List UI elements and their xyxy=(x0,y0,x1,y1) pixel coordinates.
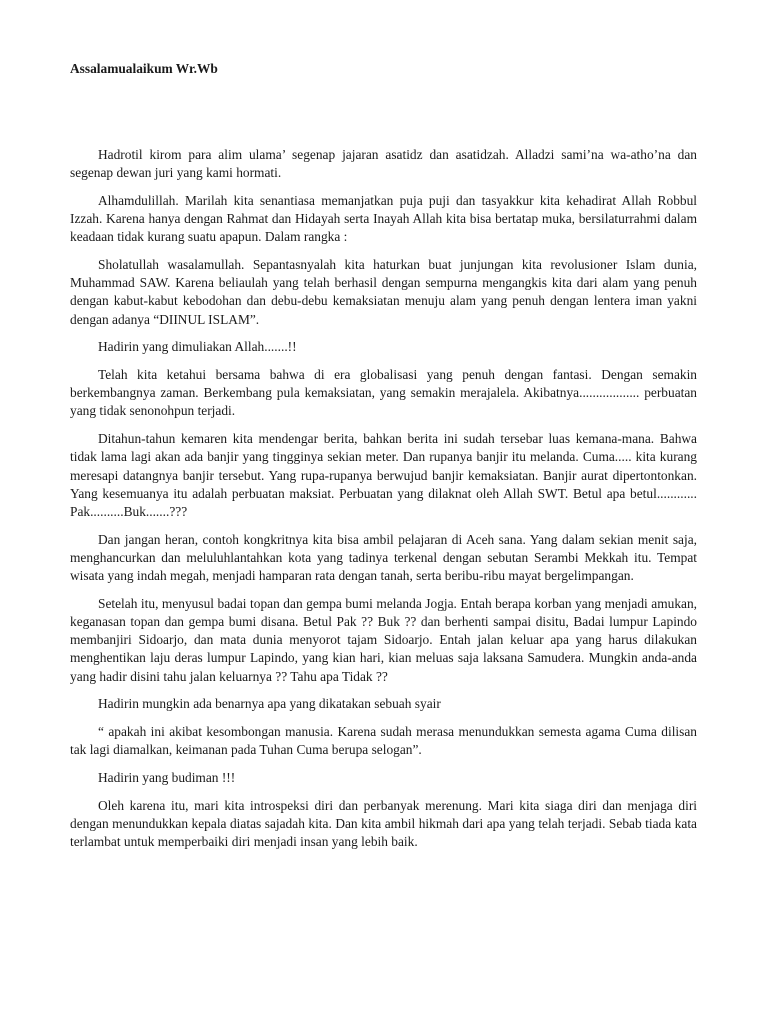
document-content xyxy=(70,60,697,861)
paragraph-jogja-lapindo: Setelah itu, menyusul badai topan dan gempa bumi melanda Jogja. Entah berapa korban yang menjadi amukan, keganasan topan dan gempa bumi disana. Betul Pak ?? Buk ?? dan berhenti sampai disitu, Badai lumpur Lapindo membanjiri Sidoarjo, dan mata dunia menyorot tajam Sidoarjo. Entah jalan keluar apa yang harus dilakukan menghentikan laju deras lumpur Lapindo, yang kian hari, kian meluas saja laksana Samudera. Mungkin anda-anda yang hadir disini tahu jalan keluarnya ?? Tahu apa Tidak ?? xyxy=(70,595,697,684)
paragraph-sholawat: Sholatullah wasalamullah. Sepantasnyalah kita haturkan buat junjungan kita revolusioner Islam dunia, Muhammad SAW. Karena beliaulah yang telah berhasil dengan sempurna mengangkis kita dari alam yang penuh dengan kabut-kabut kebodohan dan debu-debu kemaksiatan menuju alam yang penuh dengan lentera iman yakni dengan adanya “DIINUL ISLAM”. xyxy=(70,257,697,327)
paragraph-hamdalah: Alhamdulillah. Marilah kita senantiasa memanjatkan puja puji dan tasyakkur kita kehadirat Allah Robbul Izzah. Karena hanya dengan Rahmat dan Hidayah serta Inayah Allah kita bisa bertatap muka, bersilaturrahmi dalam keadaan tidak kurang suatu apapun. Dalam rangka : xyxy=(70,192,697,245)
greeting-heading: Assalamualaikum Wr.Wb xyxy=(70,61,218,76)
paragraph-flood-news: Ditahun-tahun kemaren kita mendengar berita, bahkan berita ini sudah tersebar luas kemana-mana. Bahwa tidak lama lagi akan ada banjir yang tingginya sekian meter. Dan rupanya banjir itu melanda. Cuma..... kita kurang meresapi datangnya banjir tersebut. Yang rupa-rupanya berwujud banjir kemaksiatan. Banjir aurat dipertontonkan. Yang kesemuanya itu adalah perbuatan maksiat. Perbuatan yang dilaknat oleh Allah SWT. Betul apa betul............ Pak..........Buk.......??? xyxy=(70,431,697,519)
paragraph-globalization: Telah kita ketahui bersama bahwa di era globalisasi yang penuh dengan fantasi. Dengan semakin berkembangnya zaman. Berkembang pula kemaksiatan, yang semakin merajalela. Akibatnya.................. perbuatan yang tidak senonohpun terjadi. xyxy=(70,367,697,419)
paragraph-poem-quote: “ apakah ini akibat kesombongan manusia. Karena sudah merasa menundukkan semesta agama Cuma dilisan tak lagi diamalkan, keimanan pada Tuhan Cuma berupa selogan”. xyxy=(70,723,697,758)
paragraph-closing-reflection: Oleh karena itu, mari kita introspeksi diri dan perbanyak merenung. Mari kita siaga diri dan menjaga diri dengan menundukkan kepala diatas sajadah kita. Dan kita ambil hikmah dari apa yang telah terjadi. Sebab tiada kata terlambat untuk memperbaiki diri menjadi insan yang lebih baik. xyxy=(70,797,697,849)
paragraph-address-audience: Hadirin yang dimuliakan Allah.......!! xyxy=(98,339,297,355)
speech-body xyxy=(70,146,697,851)
paragraph-address-budiman: Hadirin yang budiman !!! xyxy=(98,769,236,785)
paragraph-aceh: Dan jangan heran, contoh kongkritnya kita bisa ambil pelajaran di Aceh sana. Yang dalam sekian menit saja, menghancurkan dan meluluhlantahkan kota yang tadinya terkenal dengan sebutan Serambi Mekkah itu. Tempat wisata yang indah megah, menjadi hamparan rata dengan tanah, serta beribu-ribu mayat bergelimpangan. xyxy=(70,531,697,584)
paragraph-poem-intro: Hadirin mungkin ada benarnya apa yang dikatakan sebuah syair xyxy=(98,696,441,712)
paragraph-opening-address: Hadrotil kirom para alim ulama’ segenap jajaran asatidz dan asatidzah. Alladzi sami’na wa-atho’na dan segenap dewan juri yang kami hormati. xyxy=(70,147,697,181)
